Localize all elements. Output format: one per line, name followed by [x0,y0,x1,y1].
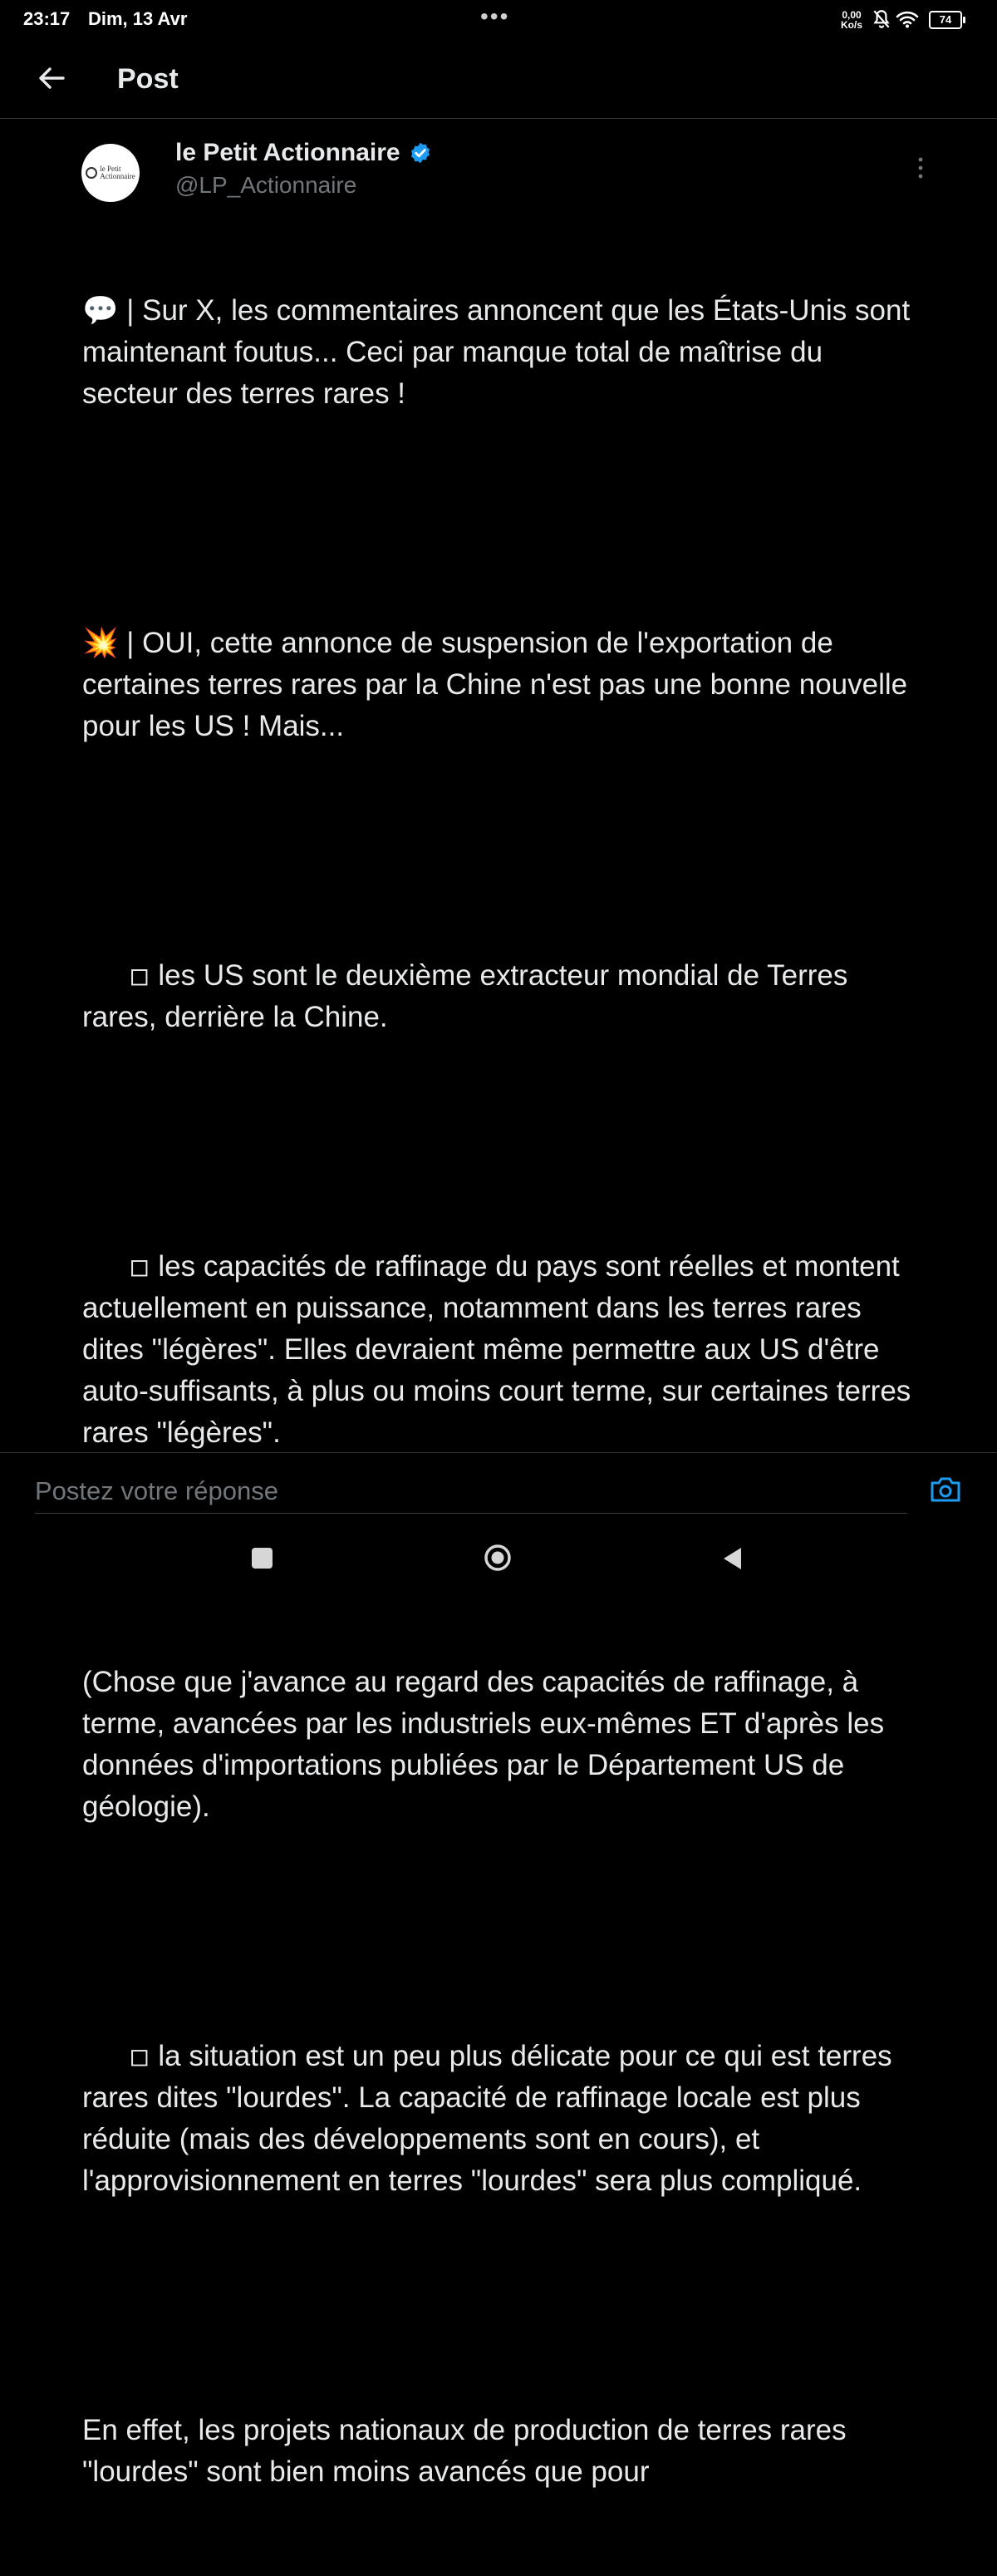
camera-icon[interactable] [929,1475,962,1505]
net-speed-unit: Ko/s [841,19,863,31]
wifi-icon [896,10,919,28]
system-nav-bar [0,1524,997,1596]
logo-mark-icon [86,167,97,179]
post-paragraph: (Chose que j'avance au regard des capacités de raffinage, à terme, avancées par les industriels eux-mêmes ET d'après les données d'importations publiées par le Département US de géologie). [82,1666,892,1823]
nav-back-button[interactable] [721,1546,743,1571]
status-time: 23:17 [23,8,71,29]
status-date: Dim, 13 Avr [88,8,188,29]
home-button[interactable] [484,1544,512,1572]
post-paragraph: ◽ les capacités de raffinage du pays sont réelles et montent actuellement en puissance, notamment dans les terres rares dites "légères". Elles devraient même permettre aux US d'être auto-suffisants, à plus ou moins court terme, sur certaines terres rares "légères". [82,1250,920,1449]
post-paragraph: En effet, les projets nationaux de production de terres rares "lourdes" sont bien moins avancés que pour [82,2414,855,2488]
post-text [82,207,921,2576]
post [0,119,997,2488]
reply-input[interactable] [35,1470,907,1514]
back-arrow-icon[interactable] [33,60,70,96]
status-dots: ••• [480,3,510,29]
author-handle[interactable]: @LP_Actionnaire [175,172,357,198]
verified-badge-icon [409,141,432,165]
avatar-logo-text-2: Actionnaire [100,172,135,180]
status-bar [0,0,997,38]
recent-apps-button[interactable] [252,1548,273,1569]
battery-icon: 74 [929,11,962,29]
avatar[interactable] [81,144,140,202]
top-app-bar [0,38,997,119]
avatar-logo-text-1: le Petit [100,165,121,173]
post-paragraph: 💬 | Sur X, les commentaires annoncent que les États-Unis sont maintenant foutus... Ceci par manque total de maîtrise du secteur des terres rares ! [82,294,918,410]
page-title: Post [117,63,179,95]
reply-bar [0,1452,997,1524]
post-paragraph: ◽ les US sont le deuxième extracteur mondial de Terres rares, derrière la Chine. [82,959,857,1033]
net-speed [841,10,862,30]
bell-muted-icon [871,8,892,30]
post-paragraph: 💥 | OUI, cette annonce de suspension de l'exportation de certaines terres rares par la Chine n'est pas une bonne nouvelle pour les US ! Mais... [82,627,916,742]
net-speed-value: 0,00 [842,9,862,21]
author-name[interactable] [175,139,432,167]
avatar-logo [86,165,135,180]
more-options-icon[interactable] [911,155,931,180]
post-paragraph: ◽ la situation est un peu plus délicate pour ce qui est terres rares dites "lourdes". La capacité de raffinage locale est plus réduite (mais des développements sont en cours), et l'approvisionnement en terres "lourdes" sera plus compliqué. [82,2040,901,2197]
author-name-text: le Petit Actionnaire [175,139,400,166]
